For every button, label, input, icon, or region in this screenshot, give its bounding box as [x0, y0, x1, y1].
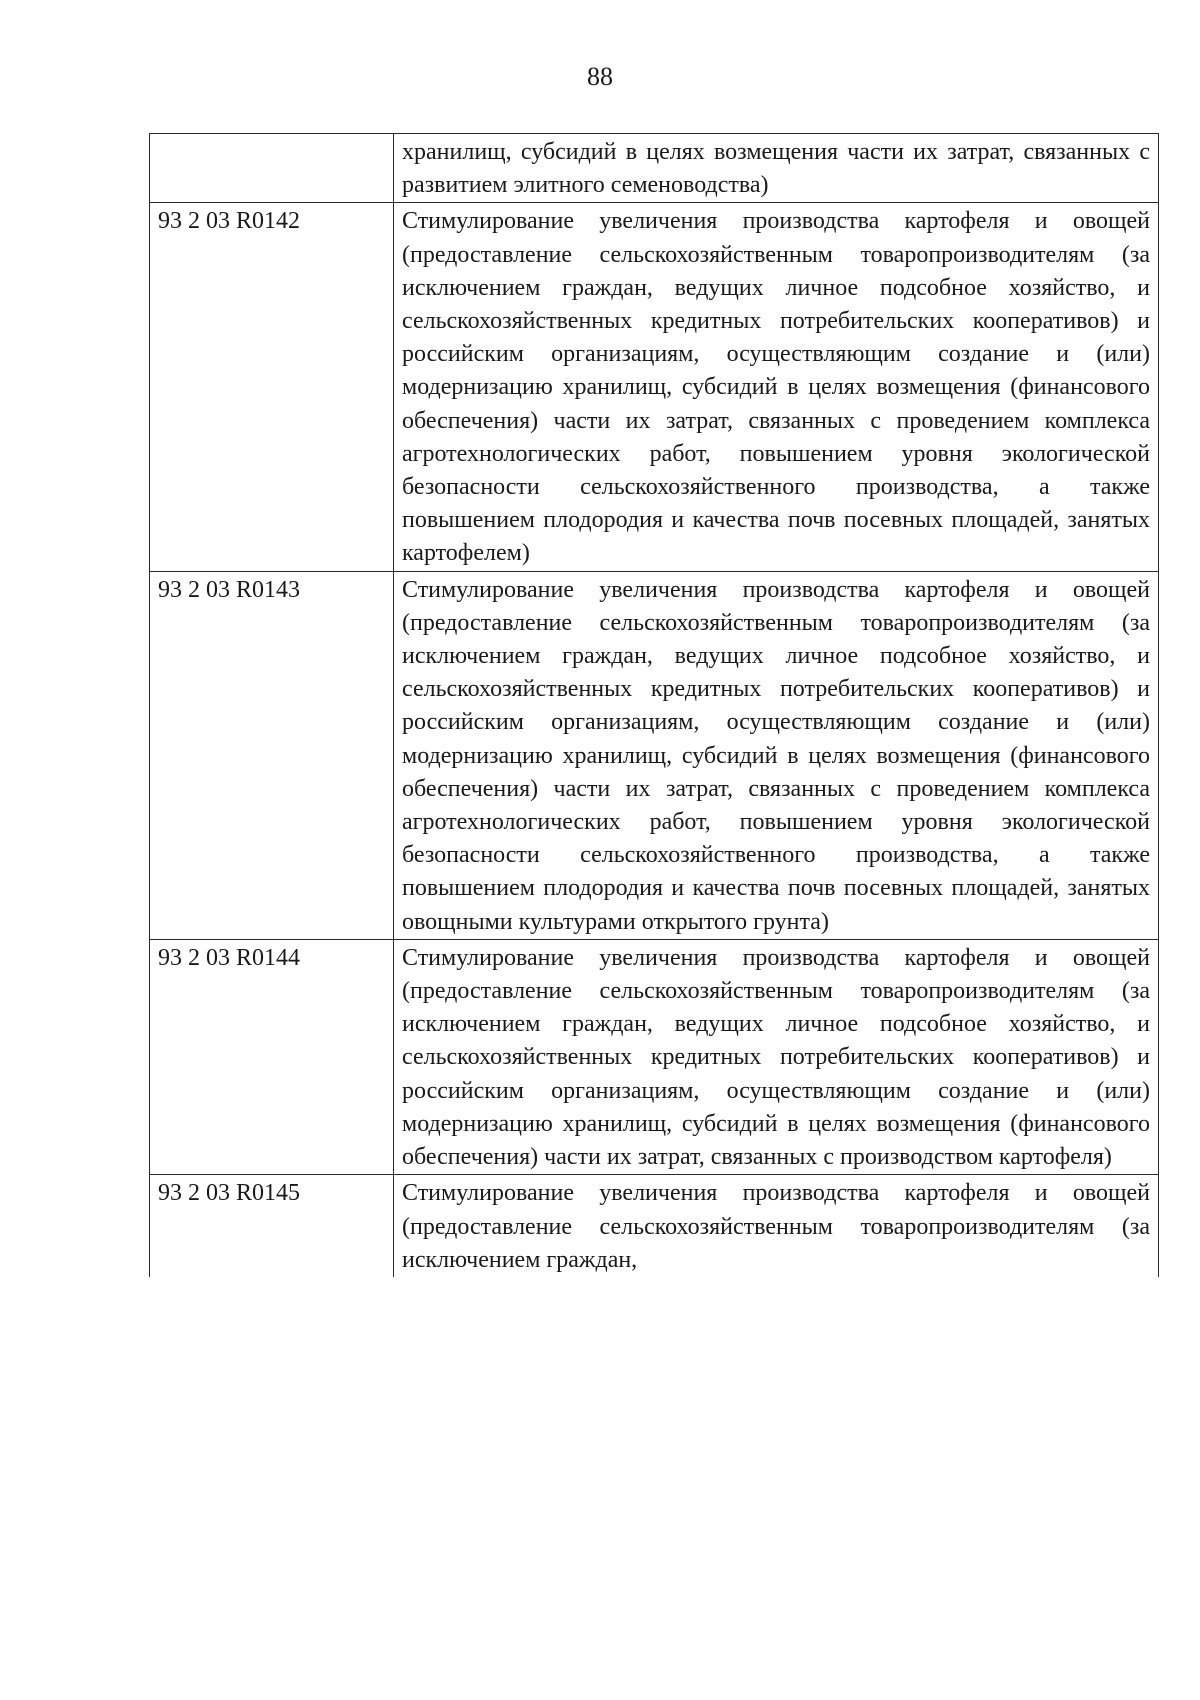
code-cell: 93 2 03 R0143 — [150, 571, 394, 939]
table-row — [150, 203, 1159, 571]
description-cell: Стимулирование увеличения производства картофеля и овощей (предоставление сельскохозяйственным товаропроизводителям (за исключением граждан, ведущих личное подсобное хозяйство, и сельскохозяйственных кредитных потребительских кооперативов) и российским организациям, осуществляющим создание и (или) модернизацию хранилищ, субсидий в целях возмещения (финансового обеспечения) части их затрат, связанных с проведением комплекса агротехнологических работ, повышением уровня экологической безопасности сельскохозяйственного производства, а также повышением плодородия и качества почв посевных площадей, занятых картофелем) — [394, 203, 1159, 571]
table-row — [150, 939, 1159, 1174]
description-cell: хранилищ, субсидий в целях возмещения части их затрат, связанных с развитием элитного семеноводства) — [394, 134, 1159, 203]
table-row — [150, 571, 1159, 939]
code-cell: 93 2 03 R0144 — [150, 939, 394, 1174]
description-cell: Стимулирование увеличения производства картофеля и овощей (предоставление сельскохозяйственным товаропроизводителям (за исключением граждан, — [394, 1175, 1159, 1277]
page-number: 88 — [587, 62, 613, 91]
code-cell: 93 2 03 R0142 — [150, 203, 394, 571]
code-cell — [150, 134, 394, 203]
code-cell: 93 2 03 R0145 — [150, 1175, 394, 1277]
table-row — [150, 134, 1159, 203]
description-cell: Стимулирование увеличения производства картофеля и овощей (предоставление сельскохозяйственным товаропроизводителям (за исключением граждан, ведущих личное подсобное хозяйство, и сельскохозяйственных кредитных потребительских кооперативов) и российским организациям, осуществляющим создание и (или) модернизацию хранилищ, субсидий в целях возмещения (финансового обеспечения) части их затрат, связанных с проведением комплекса агротехнологических работ, повышением уровня экологической безопасности сельскохозяйственного производства, а также повышением плодородия и качества почв посевных площадей, занятых овощными культурами открытого грунта) — [394, 571, 1159, 939]
budget-code-table — [149, 133, 1159, 1277]
description-cell: Стимулирование увеличения производства картофеля и овощей (предоставление сельскохозяйственным товаропроизводителям (за исключением граждан, ведущих личное подсобное хозяйство, и сельскохозяйственных кредитных потребительских кооперативов) и российским организациям, осуществляющим создание и (или) модернизацию хранилищ, субсидий в целях возмещения (финансового обеспечения) части их затрат, связанных с производством картофеля) — [394, 939, 1159, 1174]
table-row — [150, 1175, 1159, 1277]
